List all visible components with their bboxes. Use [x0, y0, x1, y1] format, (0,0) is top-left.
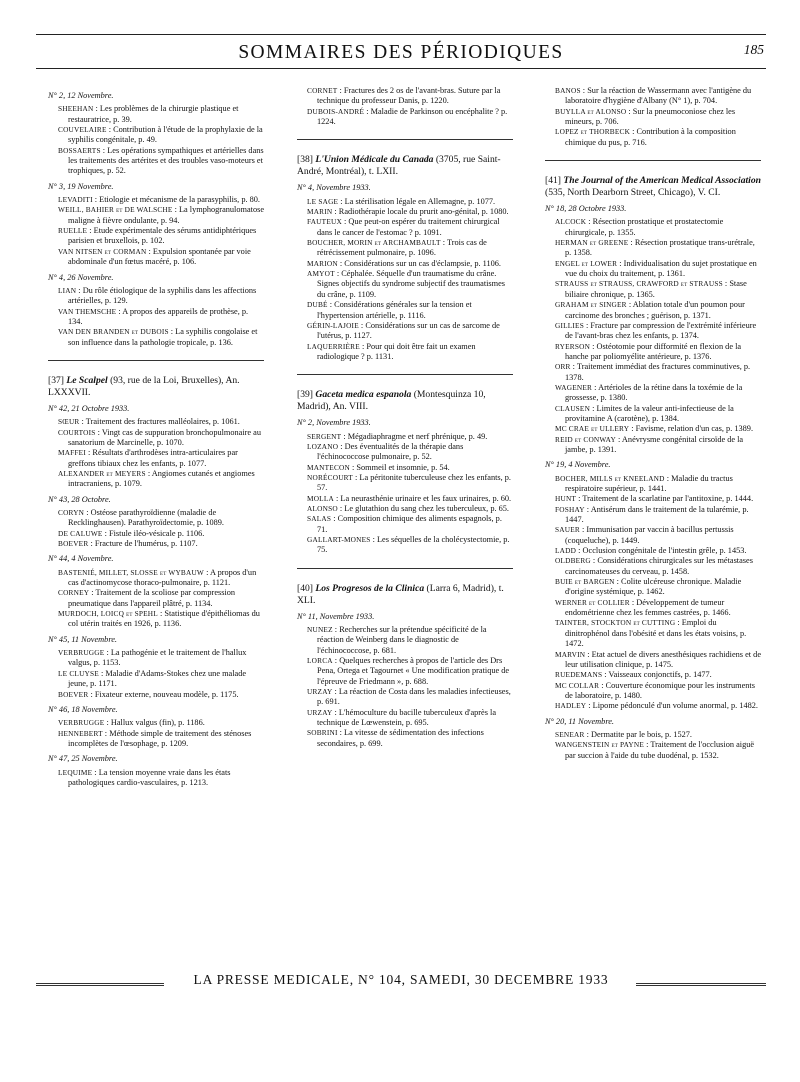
- article-author: VERBRUGGE: [58, 648, 105, 658]
- article-author: NUNEZ: [307, 625, 333, 635]
- article-author: AMYOT: [307, 269, 335, 279]
- article-title: : Etiologie et mécanisme de la parasyphilis, p. 80.: [92, 195, 260, 205]
- article-author: TAINTER, STOCKTON et CUTTING: [555, 618, 676, 628]
- article-entry: [307, 656, 513, 687]
- article-entry: [58, 539, 264, 549]
- article-title: : Résection prostatique et prostatectomie chirurgicale, p. 1355.: [565, 217, 724, 237]
- article-title: : Couverture économique pour les instruments de laboratoire, p. 1480.: [565, 680, 755, 700]
- article-author: WEILL, BAHIER et DE WALSCHE: [58, 205, 173, 215]
- article-author: GALLART-MONES: [307, 535, 371, 544]
- article-title: : Individualisation du sujet prostatique en vue du choix du traitement, p. 1361.: [565, 258, 757, 279]
- article-entry: [555, 494, 761, 504]
- article-title: : La neurasthénie urinaire et les faux urinaires, p. 60.: [333, 493, 512, 503]
- article-entry: [307, 107, 513, 128]
- article-entry: [555, 556, 761, 577]
- article-title: : Traitement immédiat des fractures comminutives, p. 1378.: [565, 362, 751, 382]
- issue-date: N° 3, 19 Novembre.: [48, 181, 114, 191]
- article-title: : Que peut-on espérer du traitement chirurgical dans le cancer de l'estomac ? p. 1091.: [317, 217, 500, 237]
- article-author: BOEVER: [58, 689, 89, 699]
- article-entry: [307, 708, 513, 729]
- article-title: : Ablation totale d'un poumon pour carcinome des bronches ; guérison, p. 1371.: [565, 300, 745, 320]
- journal-number: [41]: [545, 175, 561, 187]
- article-entry: [58, 469, 264, 490]
- article-title: : Anévrysme congénital cirsoïde de la jambe, p. 1391.: [565, 434, 744, 454]
- article-title: : Fractures des 2 os de l'avant-bras. Suture par la technique du professeur Danis, p. 1220.: [317, 86, 501, 106]
- article-author: MAFFEI: [58, 448, 86, 458]
- article-author: GILLIES: [555, 320, 584, 330]
- article-author: LEVADITI: [58, 195, 93, 205]
- article-entry: [555, 598, 761, 619]
- article-entry: [555, 362, 761, 383]
- article-entry: [555, 127, 761, 148]
- article-author: RUEDEMANS: [555, 670, 603, 680]
- article-title: : Fracture de l'humérus, p. 1107.: [88, 539, 198, 549]
- article-title: : Etat actuel de divers anesthésiques rachidiens et de leur utilisation clinique, p. 1475.: [565, 649, 762, 669]
- article-title: : Occlusion congénitale de l'intestin grêle, p. 1453.: [576, 546, 747, 556]
- journal-publisher: (3705, rue Saint-André, Montréal), t. LXII.: [297, 154, 501, 178]
- journal-title: Gaceta medica espanola: [315, 389, 412, 401]
- article-title: : A propos des appareils de prothèse, p. 134.: [68, 306, 249, 326]
- article-title: : Traitement de l'occlusion aiguë par succion à l'aide du tube duodénal, p. 1532.: [565, 740, 755, 760]
- article-entry: [555, 546, 761, 556]
- article-author: HUNT: [555, 494, 577, 504]
- journal-heading: [297, 154, 513, 178]
- article-author: SOBRINI: [307, 728, 338, 738]
- article-entry: [58, 307, 264, 328]
- article-author: DUBOIS-ANDRÉ: [307, 106, 365, 116]
- article-entry: [58, 205, 264, 226]
- article-author: LOZANO: [307, 441, 339, 451]
- article-title: : Recherches sur la prétendue spécificité de la réaction de Weinberg dans le diagnostic de l'échinococcose, p. 681.: [317, 625, 487, 655]
- article-title: : Vingt cas de suppuration bronchopulmonaire au sanatorium de Marcinelle, p. 1070.: [68, 427, 262, 447]
- article-author: COURTOIS: [58, 427, 96, 437]
- article-author: ALCOCK: [555, 217, 587, 227]
- article-entry: [307, 321, 513, 342]
- article-entry: [58, 125, 264, 146]
- article-title: : A propos d'un cas d'actinomycose thoraco-pulmonaire, p. 1121.: [68, 567, 257, 588]
- article-author: STRAUSS et STRAUSS, CRAWFORD et STRAUSS: [555, 279, 723, 289]
- article-entry: [307, 217, 513, 238]
- article-title: : Trois cas de rétrécissement pulmonaire, p. 1096.: [317, 238, 487, 258]
- article-title: : Favisme, relation d'un cas, p. 1389.: [629, 424, 754, 434]
- article-title: : Composition chimique des aliments espagnols, p. 71.: [317, 514, 502, 534]
- article-title: : Immunisation par vaccin à bacillus pertussis (coqueluche), p. 1449.: [565, 525, 734, 545]
- article-title: : Maladie d'Adams-Stokes chez une malade jeune, p. 1171.: [68, 668, 247, 689]
- header-top-rule: [36, 34, 766, 35]
- article-entry: [307, 535, 513, 556]
- article-entry: [58, 568, 264, 589]
- article-author: HERMAN et GREENE: [555, 238, 629, 248]
- article-title: : Les opérations sympathiques et artérielles dans les traitements des artérites et des troubles vaso-moteurs et trophiques, p. 52.: [68, 145, 264, 176]
- journal-publisher: (93, rue de la Loi, Bruxelles), An. LXXXVII.: [48, 374, 240, 398]
- article-entry: [555, 681, 761, 702]
- article-author: SAUER: [555, 525, 580, 535]
- article-author: LE SAGE: [307, 196, 339, 206]
- article-title: : Quelques recherches à propos de l'article des Drs Pena, Ortega et Tagournet « Une modification pratique de l'épreuve de Friedmann », p. 688.: [317, 656, 510, 686]
- journal-title: L'Union Médicale du Canada: [315, 154, 434, 166]
- article-author: MURDOCH, LOICQ et SPEHL: [58, 609, 158, 619]
- article-entry: [58, 529, 264, 539]
- article-title: : Sur la pneumoconiose chez les mineurs, p. 706.: [565, 106, 736, 127]
- footer-issue-line: LA PRESSE MEDICALE, N° 104, SAMEDI, 30 DECEMBRE 1933: [193, 972, 609, 987]
- article-title: : Contribution à la composition chimique du pus, p. 716.: [565, 127, 736, 147]
- article-title: : Radiothérapie locale du prurit ano-génital, p. 1080.: [332, 207, 509, 217]
- article-author: VERBRUGGE: [58, 718, 105, 728]
- article-entry: [58, 609, 264, 630]
- article-author: BOCHER, MILLS et KNEELAND: [555, 473, 665, 483]
- article-author: URZAY: [307, 707, 333, 717]
- article-author: SŒUR: [58, 417, 80, 427]
- issue-date: N° 46, 18 Novembre.: [48, 704, 118, 714]
- article-author: HADLEY: [555, 701, 587, 711]
- article-title: : Considérations sur un cas d'éclampsie, p. 1106.: [337, 258, 501, 268]
- article-title: : Méthode simple de traitement des sténoses incomplètes de l'œsophage, p. 1209.: [68, 728, 252, 748]
- article-author: LEQUIME: [58, 767, 93, 777]
- article-author: VAN NITSEN et CORMAN: [58, 246, 147, 256]
- article-entry: [307, 687, 513, 708]
- article-entry: [58, 729, 264, 750]
- article-title: : Lipome pédonculé d'un volume anormal, p. 1482.: [586, 701, 758, 711]
- journal-heading: [297, 389, 513, 413]
- article-author: FAUTEUX: [307, 217, 342, 227]
- article-entry: [58, 286, 264, 307]
- section-divider: [297, 568, 513, 569]
- article-entry: [555, 505, 761, 526]
- article-entry: [58, 508, 264, 529]
- journal-title: The Journal of the American Medical Association: [563, 175, 761, 187]
- article-author: MANTECON: [307, 462, 350, 472]
- article-author: NORÉCOURT: [307, 472, 353, 482]
- article-author: LAQUERRIÈRE: [307, 341, 360, 351]
- article-entry: [555, 217, 761, 238]
- article-title: : Les séquelles de la cholécystectomie, p. 75.: [317, 535, 510, 555]
- article-entry: [555, 730, 761, 740]
- article-author: LORCA: [307, 656, 333, 666]
- article-entry: [555, 618, 761, 649]
- article-title: : Considérations chirurgicales sur les métastases carcinomateuses du cerveau, p. 1458.: [565, 556, 753, 576]
- article-title: : Artérioles de la rétine dans la toxémie de la grossesse, p. 1380.: [565, 382, 743, 403]
- issue-date: N° 20, 11 Novembre.: [545, 716, 614, 726]
- article-entry: [307, 473, 513, 494]
- column-1: [48, 86, 264, 788]
- article-author: MARIN: [307, 207, 333, 217]
- article-entry: [307, 207, 513, 217]
- article-author: URZAY: [307, 687, 333, 697]
- article-entry: [307, 442, 513, 463]
- issue-date: N° 18, 28 Octobre 1933.: [545, 204, 627, 214]
- article-entry: [555, 238, 761, 259]
- article-entry: [58, 690, 264, 700]
- article-entry: [58, 718, 264, 728]
- article-entry: [307, 269, 513, 300]
- article-author: OLDBERG: [555, 556, 591, 566]
- article-entry: [307, 259, 513, 269]
- article-entry: [555, 525, 761, 546]
- article-title: : La pathogénie et le traitement de l'hallux valgus, p. 1153.: [68, 648, 247, 668]
- journal-publisher: (535, North Dearborn Street, Chicago), V. CI.: [545, 187, 721, 199]
- article-entry: [307, 625, 513, 656]
- article-title: : Les problèmes de la chirurgie plastique et restauratrice, p. 39.: [68, 104, 239, 124]
- article-author: DUBÉ: [307, 300, 328, 310]
- article-author: RYERSON: [555, 341, 591, 351]
- article-title: : La réaction de Costa dans les maladies infectieuses, p. 691.: [317, 687, 511, 707]
- article-entry: [555, 670, 761, 680]
- article-author: LIAN: [58, 285, 77, 295]
- journal-publisher: (Larra 6, Madrid), t. XLI.: [297, 582, 504, 606]
- article-author: CORNET: [307, 86, 338, 95]
- article-title: : Céphalée. Séquelle d'un traumatisme du crâne. Signes objectifs du syndrome subjectif des traumatismes du crâne, p. 1109.: [317, 269, 506, 299]
- article-author: REID et CONWAY: [555, 434, 616, 444]
- article-title: : Maladie de Parkinson ou encéphalite ? p. 1224.: [317, 106, 508, 127]
- article-title: : Du rôle étiologique de la syphilis dans les affections artérielles, p. 129.: [68, 285, 257, 306]
- article-entry: [555, 300, 761, 321]
- article-title: : Statistique d'épithéliomas du col utérin traités en 1926, p. 1136.: [68, 609, 260, 629]
- article-entry: [307, 86, 513, 107]
- article-title: : Considérations sur un cas de sarcome de l'utérus, p. 1127.: [317, 320, 500, 341]
- article-title: : Mégadiaphragme et nerf phrénique, p. 49.: [341, 431, 488, 441]
- article-author: LE CLUYSE: [58, 668, 99, 678]
- issue-date: N° 45, 11 Novembre.: [48, 634, 117, 644]
- article-entry: [555, 342, 761, 363]
- issue-date: N° 47, 25 Novembre.: [48, 754, 118, 764]
- article-title: : Emploi du dinitrophénol dans l'obésité et dans les états voisins, p. 1472.: [565, 618, 747, 649]
- issue-date: N° 4, 26 Novembre.: [48, 272, 114, 282]
- column-3: [545, 86, 761, 761]
- article-entry: [307, 300, 513, 321]
- article-author: CORYN: [58, 508, 85, 517]
- article-entry: [58, 195, 264, 205]
- journal-heading: [297, 583, 513, 607]
- article-title: : La péritonite tuberculeuse chez les enfants, p. 57.: [317, 472, 512, 493]
- article-title: : Colite ulcéreuse chronique. Maladie d'origine systémique, p. 1462.: [565, 577, 742, 597]
- journal-heading: [48, 375, 264, 399]
- article-title: : Angiomes cutanés et angiomes intracraniens, p. 1079.: [68, 468, 255, 489]
- journal-publisher: (Montesquinza 10, Madrid), An. VIII.: [297, 389, 486, 413]
- article-title: : Traitement des fractures malléolaires, p. 1061.: [79, 417, 240, 427]
- article-title: : Antisérum dans le traitement de la tularémie, p. 1447.: [565, 504, 749, 525]
- article-author: MOLLA: [307, 493, 334, 503]
- article-author: BOEVER: [58, 539, 89, 549]
- article-entry: [58, 104, 264, 125]
- article-title: : Fixateur externe, nouveau modèle, p. 1175.: [88, 689, 239, 699]
- journal-number: [38]: [297, 154, 313, 166]
- journal-number: [39]: [297, 389, 313, 401]
- article-entry: [58, 648, 264, 669]
- article-author: GÉRIN-LAJOIE: [307, 320, 359, 330]
- article-author: CORNEY: [58, 588, 90, 598]
- article-author: ALEXANDER et MEYERS: [58, 468, 146, 478]
- issue-date: N° 43, 28 Octobre.: [48, 494, 111, 504]
- article-entry: [555, 107, 761, 128]
- article-author: MARVIN: [555, 649, 586, 659]
- article-author: BUYLLA et ALONSO: [555, 106, 627, 116]
- article-author: FOSHAY: [555, 504, 585, 514]
- issue-date: N° 42, 21 Octobre 1933.: [48, 403, 130, 413]
- article-title: : Des éventualités de la thérapie dans l'échinococcose pulmonaire, p. 52.: [317, 441, 464, 462]
- article-author: COUVELAIRE: [58, 125, 107, 135]
- journal-title: Le Scalpel: [66, 374, 108, 386]
- issue-date: N° 4, Novembre 1933.: [297, 183, 371, 193]
- article-entry: [58, 669, 264, 690]
- issue-date: N° 2, 12 Novembre.: [48, 91, 114, 100]
- article-author: WAGENER: [555, 382, 593, 392]
- article-entry: [58, 146, 264, 177]
- article-entry: [555, 86, 761, 107]
- article-author: SHEEHAN: [58, 104, 94, 114]
- article-author: SENEAR: [555, 729, 585, 739]
- article-author: VAN DEN BRANDEN et DUBOIS: [58, 327, 169, 337]
- article-title: : Traitement de la scarlatine par l'antitoxine, p. 1444.: [576, 494, 754, 504]
- article-title: : Résection prostatique trans-urétrale, p. 1358.: [565, 238, 755, 258]
- article-title: : Etude expérimentale des sérums antidiphtériques parisien et bruxellois, p. 102.: [68, 226, 257, 246]
- journal-number: [37]: [48, 374, 64, 386]
- section-divider: [48, 360, 264, 361]
- section-divider: [297, 139, 513, 140]
- journal-title: Los Progresos de la Clinica: [315, 582, 425, 594]
- issue-date: N° 44, 4 Novembre.: [48, 554, 114, 564]
- article-author: HENNEBERT: [58, 728, 103, 738]
- article-title: : Fistule iléo-vésicale p. 1106.: [102, 528, 205, 538]
- article-author: ORR: [555, 362, 571, 372]
- article-author: SERGENT: [307, 431, 342, 441]
- article-author: WANGENSTEIN et PAYNE: [555, 740, 645, 750]
- article-author: RUELLE: [58, 226, 88, 236]
- article-title: : Vaisseaux conjonctifs, p. 1477.: [602, 670, 712, 680]
- article-entry: [555, 701, 761, 711]
- article-entry: [307, 494, 513, 504]
- article-title: : La tension moyenne vraie dans les états pathologiques cardio-vasculaires, p. 1213.: [68, 767, 231, 787]
- page-number: 185: [743, 42, 764, 57]
- article-title: : Considérations générales sur la tension et l'hypertension artérielle, p. 1116.: [317, 300, 472, 320]
- article-author: BUIE et BARGEN: [555, 577, 615, 587]
- article-title: : Dermatite par le bois, p. 1527.: [584, 729, 692, 739]
- article-title: : Ostéose parathyroïdienne (maladie de Recklinghausen). Parathyroïdectomie, p. 1089.: [68, 508, 224, 528]
- article-author: WERNER et COLLIER: [555, 597, 630, 607]
- article-entry: [58, 428, 264, 449]
- article-author: BOSSAERTS: [58, 145, 101, 155]
- column-2: [297, 86, 513, 749]
- article-entry: [307, 342, 513, 363]
- issue-date: N° 11, Novembre 1933.: [297, 611, 375, 621]
- page-title: SOMMAIRES DES PÉRIODIQUES: [238, 42, 564, 63]
- article-author: CLAUSEN: [555, 403, 591, 413]
- article-title: : La lymphogranulomatose maligne à fièvre ondulante, p. 94.: [68, 205, 265, 225]
- article-title: : Hallux valgus (fin), p. 1186.: [104, 718, 205, 728]
- article-author: BOUCHER, MORIN et ARCHAMBAULT: [307, 238, 441, 248]
- article-title: : Le glutathion du sang chez les tuberculeux, p. 65.: [337, 503, 509, 513]
- article-title: : Stase biliaire chronique, p. 1365.: [565, 279, 747, 299]
- article-author: ALONSO: [307, 503, 338, 513]
- article-entry: [555, 321, 761, 342]
- article-title: : Expulsion spontanée par voie abdominale d'un fœtus macéré, p. 106.: [68, 246, 251, 267]
- article-author: LADD: [555, 546, 577, 556]
- issue-date: N° 2, Novembre 1933.: [297, 418, 371, 428]
- article-title: : Fracture par compression de l'extrémité inférieure de l'avant-bras chez les enfants, p. 1374.: [565, 320, 757, 341]
- journal-number: [40]: [297, 582, 313, 594]
- article-title: : L'hémoculture du bacille tuberculeux d'après la technique de Lœwenstein, p. 695.: [317, 707, 497, 728]
- article-title: : Développement de tumeur endométrienne chez les femmes castrées, p. 1466.: [565, 597, 731, 618]
- article-author: BANOS: [555, 86, 581, 95]
- article-entry: [555, 577, 761, 598]
- article-title: : Pour qui doit être fait un examen radiologique ? p. 1131.: [317, 341, 476, 361]
- article-title: : Traitement de la scoliose par compression pneumatique dans l'appareil plâtré, p. 1134.: [68, 588, 236, 608]
- article-entry: [58, 327, 264, 348]
- article-entry: [307, 432, 513, 442]
- article-author: BASTENIÉ, MILLET, SLOSSE et WYBAUW: [58, 567, 205, 577]
- article-entry: [555, 740, 761, 761]
- article-entry: [58, 247, 264, 268]
- article-author: VAN THEMSCHE: [58, 306, 117, 316]
- article-entry: [307, 504, 513, 514]
- article-author: LOPEZ et THORBECK: [555, 127, 631, 137]
- article-entry: [58, 588, 264, 609]
- article-author: MARION: [307, 258, 338, 268]
- article-entry: [307, 728, 513, 749]
- article-entry: [555, 383, 761, 404]
- section-divider: [545, 160, 761, 161]
- article-title: : La stérilisation légale en Allemagne, p. 1077.: [338, 196, 496, 206]
- article-entry: [58, 417, 264, 427]
- article-title: : La vitesse de sédimentation des infections secondaires, p. 699.: [317, 728, 484, 748]
- article-entry: [58, 448, 264, 469]
- article-title: : Sur la réaction de Wassermann avec l'antigène du laboratoire d'hygiène d'Albany (N° 1), p. 704.: [565, 86, 752, 106]
- section-divider: [297, 374, 513, 375]
- article-entry: [555, 259, 761, 280]
- article-author: GRAHAM et SINGER: [555, 300, 627, 310]
- article-title: : Ostéotomie pour difformité en flexion de la hanche par poliomyélite antérieure, p. 1376.: [565, 341, 742, 361]
- article-author: ENGEL et LOWER: [555, 258, 618, 268]
- article-entry: [555, 474, 761, 495]
- issue-date: N° 19, 4 Novembre.: [545, 460, 611, 470]
- article-title: : La syphilis congolaise et son influence dans la pathologie tropicale, p. 136.: [68, 327, 258, 347]
- article-entry: [307, 238, 513, 259]
- article-entry: [555, 404, 761, 425]
- article-entry: [58, 226, 264, 247]
- footer-rule-right: [636, 983, 766, 986]
- article-author: MC CRAE et ULLERY: [555, 424, 630, 434]
- article-entry: [307, 514, 513, 535]
- article-author: SALAS: [307, 514, 332, 524]
- article-entry: [307, 463, 513, 473]
- article-title: : Limites de la valeur anti-infectieuse de la provitamine A (carotène), p. 1384.: [565, 403, 734, 423]
- article-title: : Résultats d'arthrodèses intra-articulaires par greffons tibiaux chez les enfants, p. 1077.: [68, 448, 238, 468]
- journal-heading: [545, 175, 761, 199]
- article-entry: [307, 197, 513, 207]
- article-entry: [555, 424, 761, 434]
- article-entry: [555, 435, 761, 456]
- article-author: DE CALUWE: [58, 528, 103, 538]
- article-entry: [555, 650, 761, 671]
- article-entry: [58, 768, 264, 789]
- article-author: MC COLLAR: [555, 680, 600, 690]
- article-entry: [555, 279, 761, 300]
- article-title: : Sommeil et insomnie, p. 54.: [349, 462, 450, 472]
- article-title: : Maladie du tractus respiratoire supérieur, p. 1441.: [565, 473, 733, 493]
- header-bottom-rule: [36, 68, 766, 69]
- article-title: : Contribution à l'étude de la prophylaxie de la syphilis congénitale, p. 49.: [68, 125, 263, 145]
